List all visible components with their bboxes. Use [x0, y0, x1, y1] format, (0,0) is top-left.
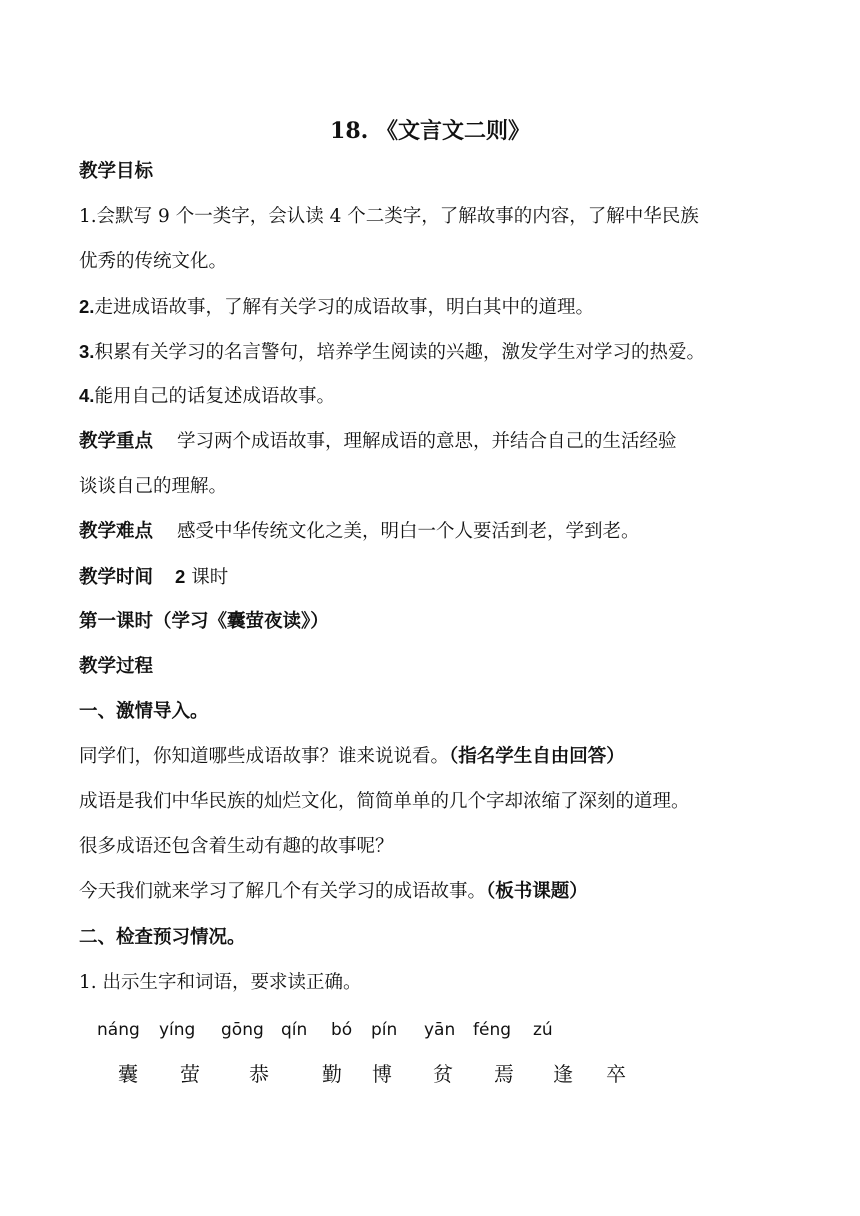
- character-item: 勤: [322, 1062, 342, 1086]
- character-item: 贫: [433, 1062, 453, 1086]
- character-row: [0, 1061, 860, 1087]
- pinyin-item: féng: [473, 1020, 512, 1040]
- key-point-continued: 谈谈自己的理解。: [79, 476, 228, 497]
- difficulty-label: 教学难点: [79, 521, 154, 542]
- difficulty-text: 感受中华传统文化之美，明白一个人要活到老，学到老。: [177, 521, 640, 542]
- teaching-time: [79, 565, 228, 590]
- pinyin-item: zú: [533, 1020, 553, 1040]
- goal-2-text: 走进成语故事，了解有关学习的成语故事，明白其中的道理。: [94, 297, 594, 318]
- section1-paragraph-2: 成语是我们中华民族的灿烂文化，简简单单的几个字却浓缩了深刻的道理。: [79, 791, 690, 812]
- pinyin-item: náng: [97, 1020, 140, 1040]
- section1-p1-text: 同学们，你知道哪些成语故事？谁来说说看。: [79, 746, 450, 767]
- section1-p4-text: 今天我们就来学习了解几个有关学习的成语故事。: [79, 881, 487, 902]
- character-item: 博: [372, 1062, 392, 1086]
- time-label: 教学时间: [79, 567, 154, 588]
- character-item: 囊: [118, 1062, 138, 1086]
- key-point-text: 学习两个成语故事，理解成语的意思，并结合自己的生活经验: [177, 431, 677, 452]
- goal-4-text: 能用自己的话复述成语故事。: [94, 386, 335, 407]
- document-title: 18. 《文言文二则》: [330, 118, 530, 144]
- character-item: 恭: [249, 1062, 269, 1086]
- goal-2: [79, 295, 594, 320]
- pinyin-item: yíng: [159, 1020, 196, 1040]
- character-item: 逢: [553, 1062, 573, 1086]
- pinyin-item: gōng: [221, 1020, 264, 1040]
- goal-1: [79, 205, 699, 229]
- goal-2-number: 2.: [79, 296, 95, 317]
- section1-p4-note: （板书课题）: [486, 881, 588, 902]
- key-point-label: 教学重点: [79, 431, 154, 452]
- character-item: 焉: [494, 1062, 514, 1086]
- goal-3-text: 积累有关学习的名言警句，培养学生阅读的兴趣，激发学生对学习的热爱。: [94, 342, 705, 363]
- goal-1-text: 会默写 9 个一类字，会认读 4 个二类字，了解故事的内容，了解中华民族: [96, 206, 699, 227]
- section1-heading: 一、激情导入。: [79, 701, 209, 722]
- lesson1-heading: 第一课时（学习《囊萤夜读》）: [79, 611, 329, 632]
- time-number: 2: [175, 566, 186, 587]
- character-item: 萤: [180, 1062, 200, 1086]
- section2-item-1: 1. 出示生字和词语，要求读正确。: [79, 972, 362, 993]
- goals-heading: 教学目标: [79, 161, 154, 182]
- pinyin-item: yān: [424, 1020, 456, 1040]
- time-unit: 课时: [191, 567, 229, 588]
- section1-paragraph-1: [79, 745, 625, 769]
- goal-4-number: 4.: [79, 385, 95, 406]
- goal-3-number: 3.: [79, 341, 95, 362]
- section1-p1-note: （指名学生自由回答）: [449, 746, 625, 767]
- key-point: [79, 430, 677, 454]
- goal-1-continued: 优秀的传统文化。: [79, 251, 228, 272]
- pinyin-item: pín: [371, 1020, 398, 1040]
- process-heading: 教学过程: [79, 656, 154, 677]
- section1-paragraph-3: 很多成语还包含着生动有趣的故事呢？: [79, 836, 394, 857]
- goal-4: [79, 384, 335, 409]
- character-item: 卒: [606, 1062, 626, 1086]
- section1-paragraph-4: [79, 880, 588, 904]
- pinyin-item: bó: [331, 1020, 353, 1040]
- goal-3: [79, 340, 705, 365]
- goal-1-number: 1.: [79, 206, 97, 227]
- difficulty: [79, 520, 640, 544]
- section2-heading: 二、检查预习情况。: [79, 927, 246, 948]
- pinyin-item: qín: [281, 1020, 308, 1040]
